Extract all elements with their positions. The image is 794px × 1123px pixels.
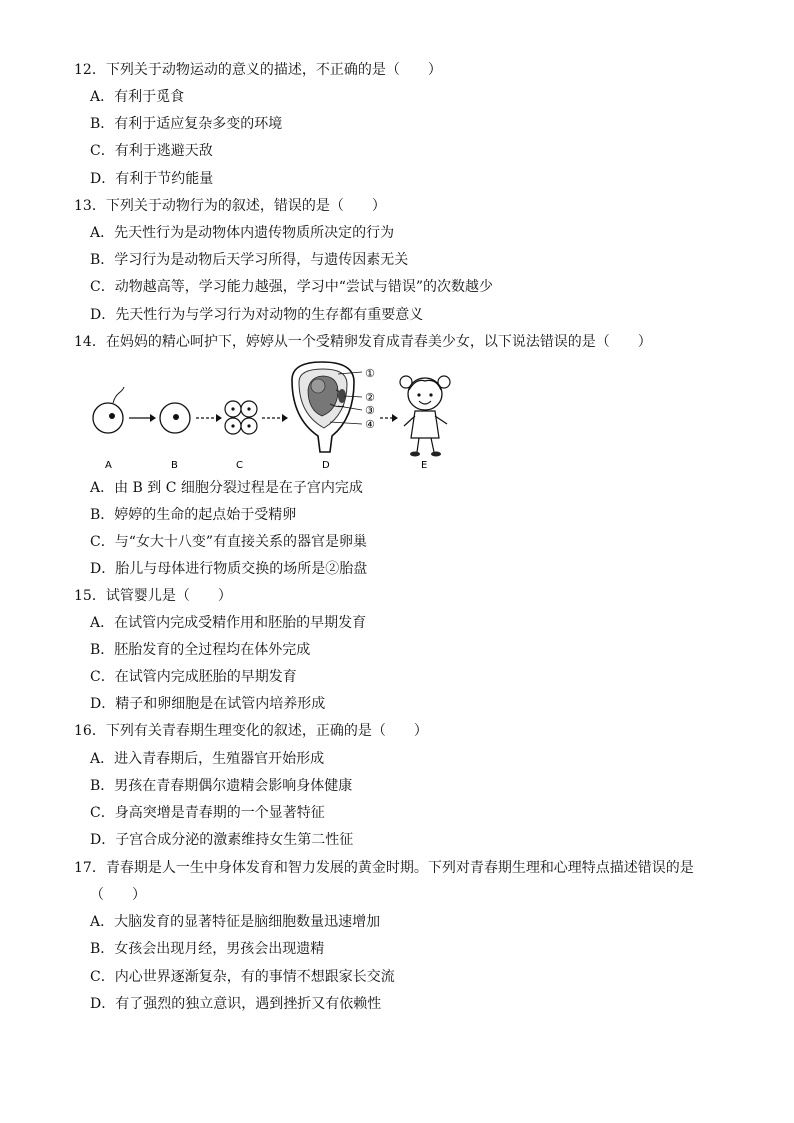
question-12-option-b: B．有利于适应复杂多变的环境 xyxy=(90,116,283,132)
stage-a-zygote xyxy=(93,387,124,433)
question-17-stem-bracket: （ ） xyxy=(90,887,146,903)
stage-label-c: C xyxy=(236,460,243,471)
arrow-c-d-head xyxy=(282,414,288,422)
stage-label-b: B xyxy=(171,460,178,471)
question-17-option-c: C．内心世界逐渐复杂，有的事情不想跟家长交流 xyxy=(90,969,395,985)
embryo-development-diagram xyxy=(86,360,466,472)
question-14-option-c: C．与“女大十八变”有直接关系的器官是卵巢 xyxy=(90,534,368,550)
question-13-option-a: A．先天性行为是动物体内遗传物质所决定的行为 xyxy=(90,225,395,241)
question-15-option-d: D．精子和卵细胞是在试管内培养形成 xyxy=(90,696,326,712)
stage-b-cell xyxy=(160,403,190,433)
part-label-2: ② xyxy=(365,391,375,404)
question-15-stem: 15．试管婴儿是（ ） xyxy=(74,588,232,604)
question-13-option-d: D．先天性行为与学习行为对动物的生存都有重要意义 xyxy=(90,307,424,323)
question-14-stem: 14．在妈妈的精心呵护下，婷婷从一个受精卵发育成青春美少女，以下说法错误的是（ ） xyxy=(74,334,652,350)
question-13-stem: 13．下列关于动物行为的叙述，错误的是（ ） xyxy=(74,198,386,214)
question-17-option-b: B．女孩会出现月经，男孩会出现遗精 xyxy=(90,941,325,957)
stage-label-a: A xyxy=(105,460,112,471)
stage-e-girl xyxy=(400,376,450,457)
question-17-stem: 17．青春期是人一生中身体发育和智力发展的黄金时期。下列对青春期生理和心理特点描述错误的是 xyxy=(74,860,694,876)
stage-c-four-cells xyxy=(225,401,257,434)
part-label-1: ① xyxy=(365,367,375,380)
question-12-option-c: C．有利于逃避天敌 xyxy=(90,143,213,159)
question-14-option-a: A．由 B 到 C 细胞分裂过程是在子宫内完成 xyxy=(90,480,363,496)
question-12-option-d: D．有利于节约能量 xyxy=(90,171,214,187)
question-13-option-b: B．学习行为是动物后天学习所得，与遗传因素无关 xyxy=(90,252,409,268)
question-16-option-b: B．男孩在青春期偶尔遗精会影响身体健康 xyxy=(90,778,353,794)
question-17-option-a: A．大脑发育的显著特征是脑细胞数量迅速增加 xyxy=(90,914,381,930)
question-12-option-a: A．有利于觅食 xyxy=(90,89,185,105)
question-16-stem: 16．下列有关青春期生理变化的叙述，正确的是（ ） xyxy=(74,723,428,739)
question-16-option-a: A．进入青春期后，生殖器官开始形成 xyxy=(90,751,325,767)
question-15-option-a: A．在试管内完成受精作用和胚胎的早期发育 xyxy=(90,615,367,631)
question-17-option-d: D．有了强烈的独立意识，遇到挫折又有依赖性 xyxy=(90,996,382,1012)
question-12-stem: 12．下列关于动物运动的意义的描述，不正确的是（ ） xyxy=(74,62,442,78)
stage-label-e: E xyxy=(421,460,428,471)
question-15-option-c: C．在试管内完成胚胎的早期发育 xyxy=(90,669,297,685)
arrow-d-e-head xyxy=(392,414,398,422)
question-16-option-c: C．身高突增是青春期的一个显著特征 xyxy=(90,805,325,821)
arrow-b-c-head xyxy=(216,414,222,422)
question-14-option-d: D．胎儿与母体进行物质交换的场所是②胎盘 xyxy=(90,561,368,577)
question-14-option-b: B．婷婷的生命的起点始于受精卵 xyxy=(90,507,297,523)
part-label-4: ④ xyxy=(365,418,375,431)
question-13-option-c: C．动物越高等，学习能力越强，学习中“尝试与错误”的次数越少 xyxy=(90,279,494,295)
question-15-option-b: B．胚胎发育的全过程均在体外完成 xyxy=(90,642,311,658)
arrow-a-b-head xyxy=(150,414,156,422)
stage-label-d: D xyxy=(322,460,330,471)
question-16-option-d: D．子宫合成分泌的激素维持女生第二性征 xyxy=(90,832,354,848)
part-label-3: ③ xyxy=(365,404,375,417)
